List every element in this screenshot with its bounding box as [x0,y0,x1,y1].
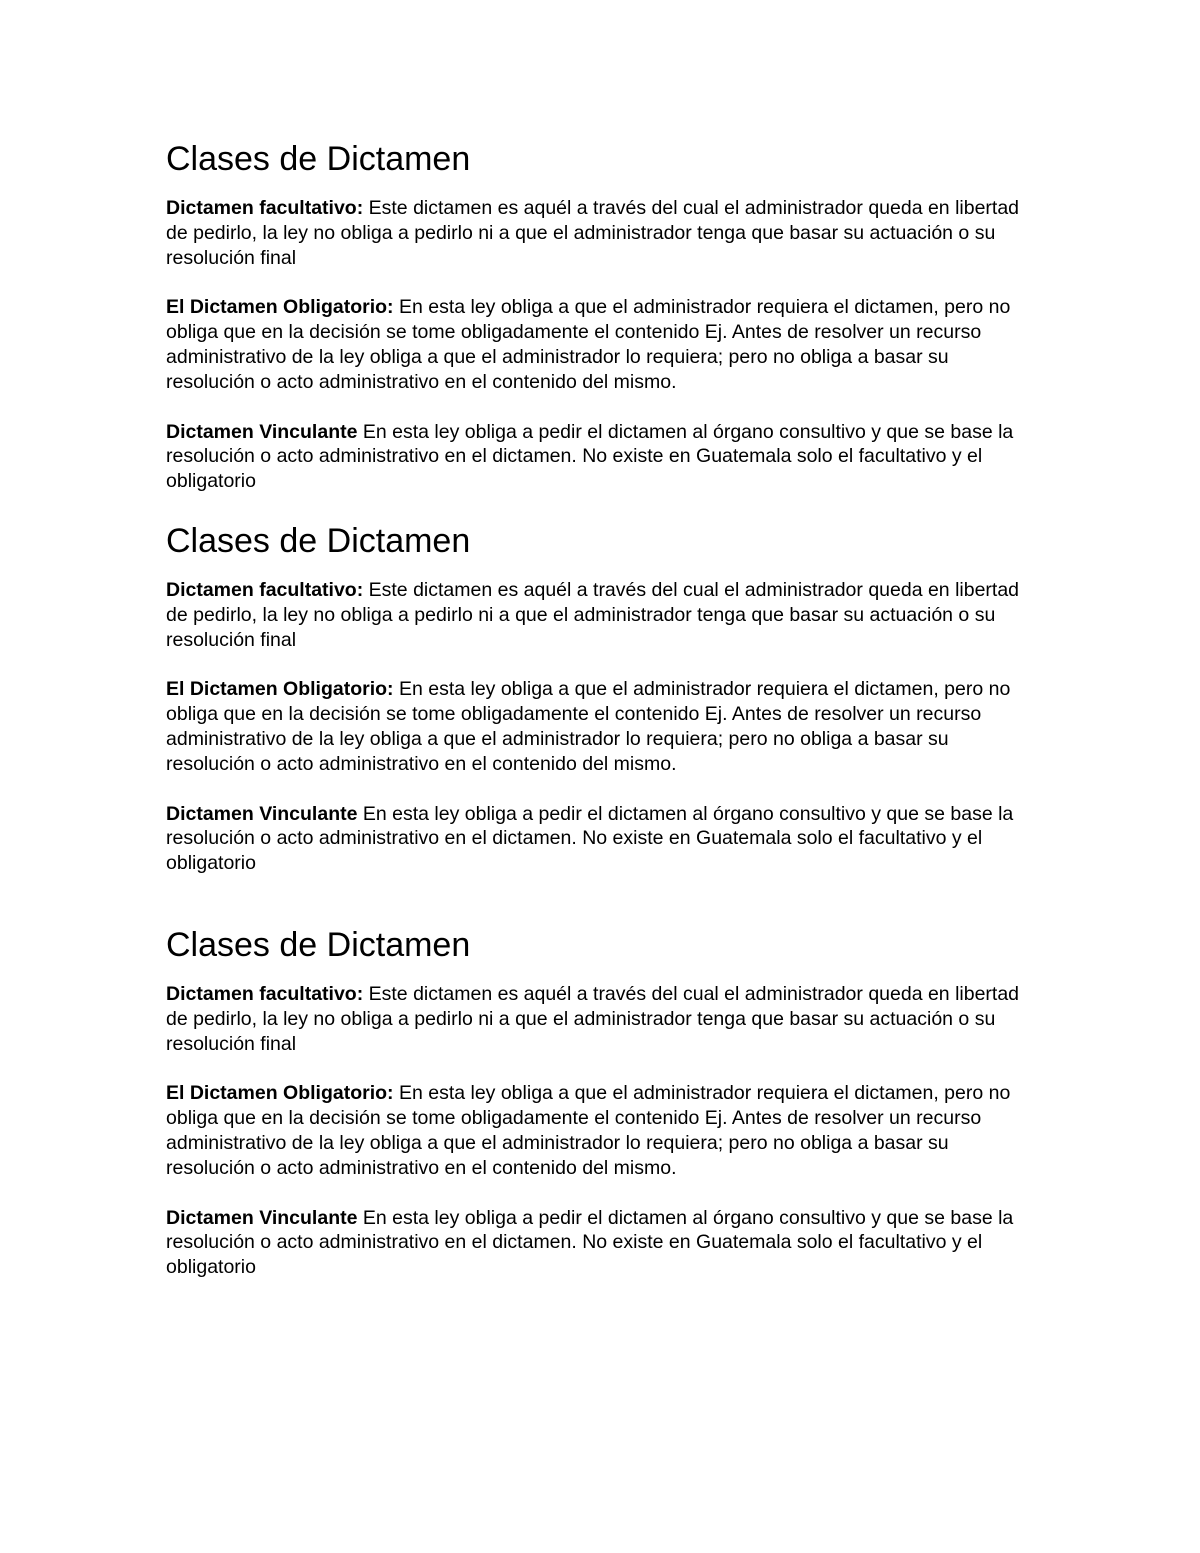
paragraph-vinculante [166,1206,1038,1280]
term-label: Dictamen facultativo: [166,197,364,219]
section-1 [166,136,1038,494]
paragraph-text: En esta ley obliga a que el administrador requiera el dictamen, pero no obliga que en la decisión se tome obligadamente el contenido Ej. Antes de resolver un recurso administrativo de la ley obliga a que el administrador lo requiera; pero no obliga a basar su resolución o acto administrativo en el contenido del mismo. [166,1082,1011,1179]
paragraph-obligatorio [166,1081,1038,1180]
section-3 [166,922,1038,1280]
section-2 [166,518,1038,876]
term-label: El Dictamen Obligatorio: [166,678,394,701]
term-label: Dictamen facultativo: [166,578,364,601]
paragraph-facultativo [166,578,1038,652]
section-title: Clases de Dictamen [166,925,471,964]
term-label: Dictamen Vinculante [166,802,358,825]
term-label: El Dictamen Obligatorio: [166,296,394,319]
paragraph-vinculante [166,802,1038,876]
paragraph-text: En esta ley obliga a pedir el dictamen al órgano consultivo y que se base la resolución o acto administrativo en el dictamen. No existe en Guatemala solo el facultativo y el obligatorio [166,802,1014,875]
paragraph-obligatorio [166,295,1038,394]
paragraph-obligatorio [166,677,1038,776]
paragraph-text: En esta ley obliga a que el administrador requiera el dictamen, pero no obliga que en la decisión se tome obligadamente el contenido Ej. Antes de resolver un recurso administrativo de la ley obliga a que el administrador lo requiera; pero no obliga a basar su resolución o acto administrativo en el contenido del mismo. [166,296,1011,393]
term-label: Dictamen facultativo: [166,982,364,1005]
paragraph-facultativo [166,196,1038,270]
term-label: Dictamen Vinculante [166,1206,358,1229]
paragraph-text: En esta ley obliga a pedir el dictamen al órgano consultivo y que se base la resolución o acto administrativo en el dictamen. No existe en Guatemala solo el facultativo y el obligatorio [166,1206,1014,1279]
document-body [166,136,1038,1280]
paragraph-facultativo [166,982,1038,1056]
section-title: Clases de Dictamen [166,140,471,178]
paragraph-text: Este dictamen es aquél a través del cual el administrador queda en libertad de pedirlo, la ley no obliga a pedirlo ni a que el administrador tenga que basar su actuación o su resolución final [166,197,1020,269]
paragraph-vinculante [166,420,1038,494]
paragraph-text: Este dictamen es aquél a través del cual el administrador queda en libertad de pedirlo, la ley no obliga a pedirlo ni a que el administrador tenga que basar su actuación o su resolución final [166,578,1020,651]
paragraph-text: En esta ley obliga a que el administrador requiera el dictamen, pero no obliga que en la decisión se tome obligadamente el contenido Ej. Antes de resolver un recurso administrativo de la ley obliga a que el administrador lo requiera; pero no obliga a basar su resolución o acto administrativo en el contenido del mismo. [166,678,1011,775]
term-label: Dictamen Vinculante [166,420,358,443]
term-label: El Dictamen Obligatorio: [166,1082,394,1105]
paragraph-text: En esta ley obliga a pedir el dictamen al órgano consultivo y que se base la resolución o acto administrativo en el dictamen. No existe en Guatemala solo el facultativo y el obligatorio [166,420,1014,493]
section-title: Clases de Dictamen [166,521,471,560]
paragraph-text: Este dictamen es aquél a través del cual el administrador queda en libertad de pedirlo, la ley no obliga a pedirlo ni a que el administrador tenga que basar su actuación o su resolución final [166,982,1020,1055]
